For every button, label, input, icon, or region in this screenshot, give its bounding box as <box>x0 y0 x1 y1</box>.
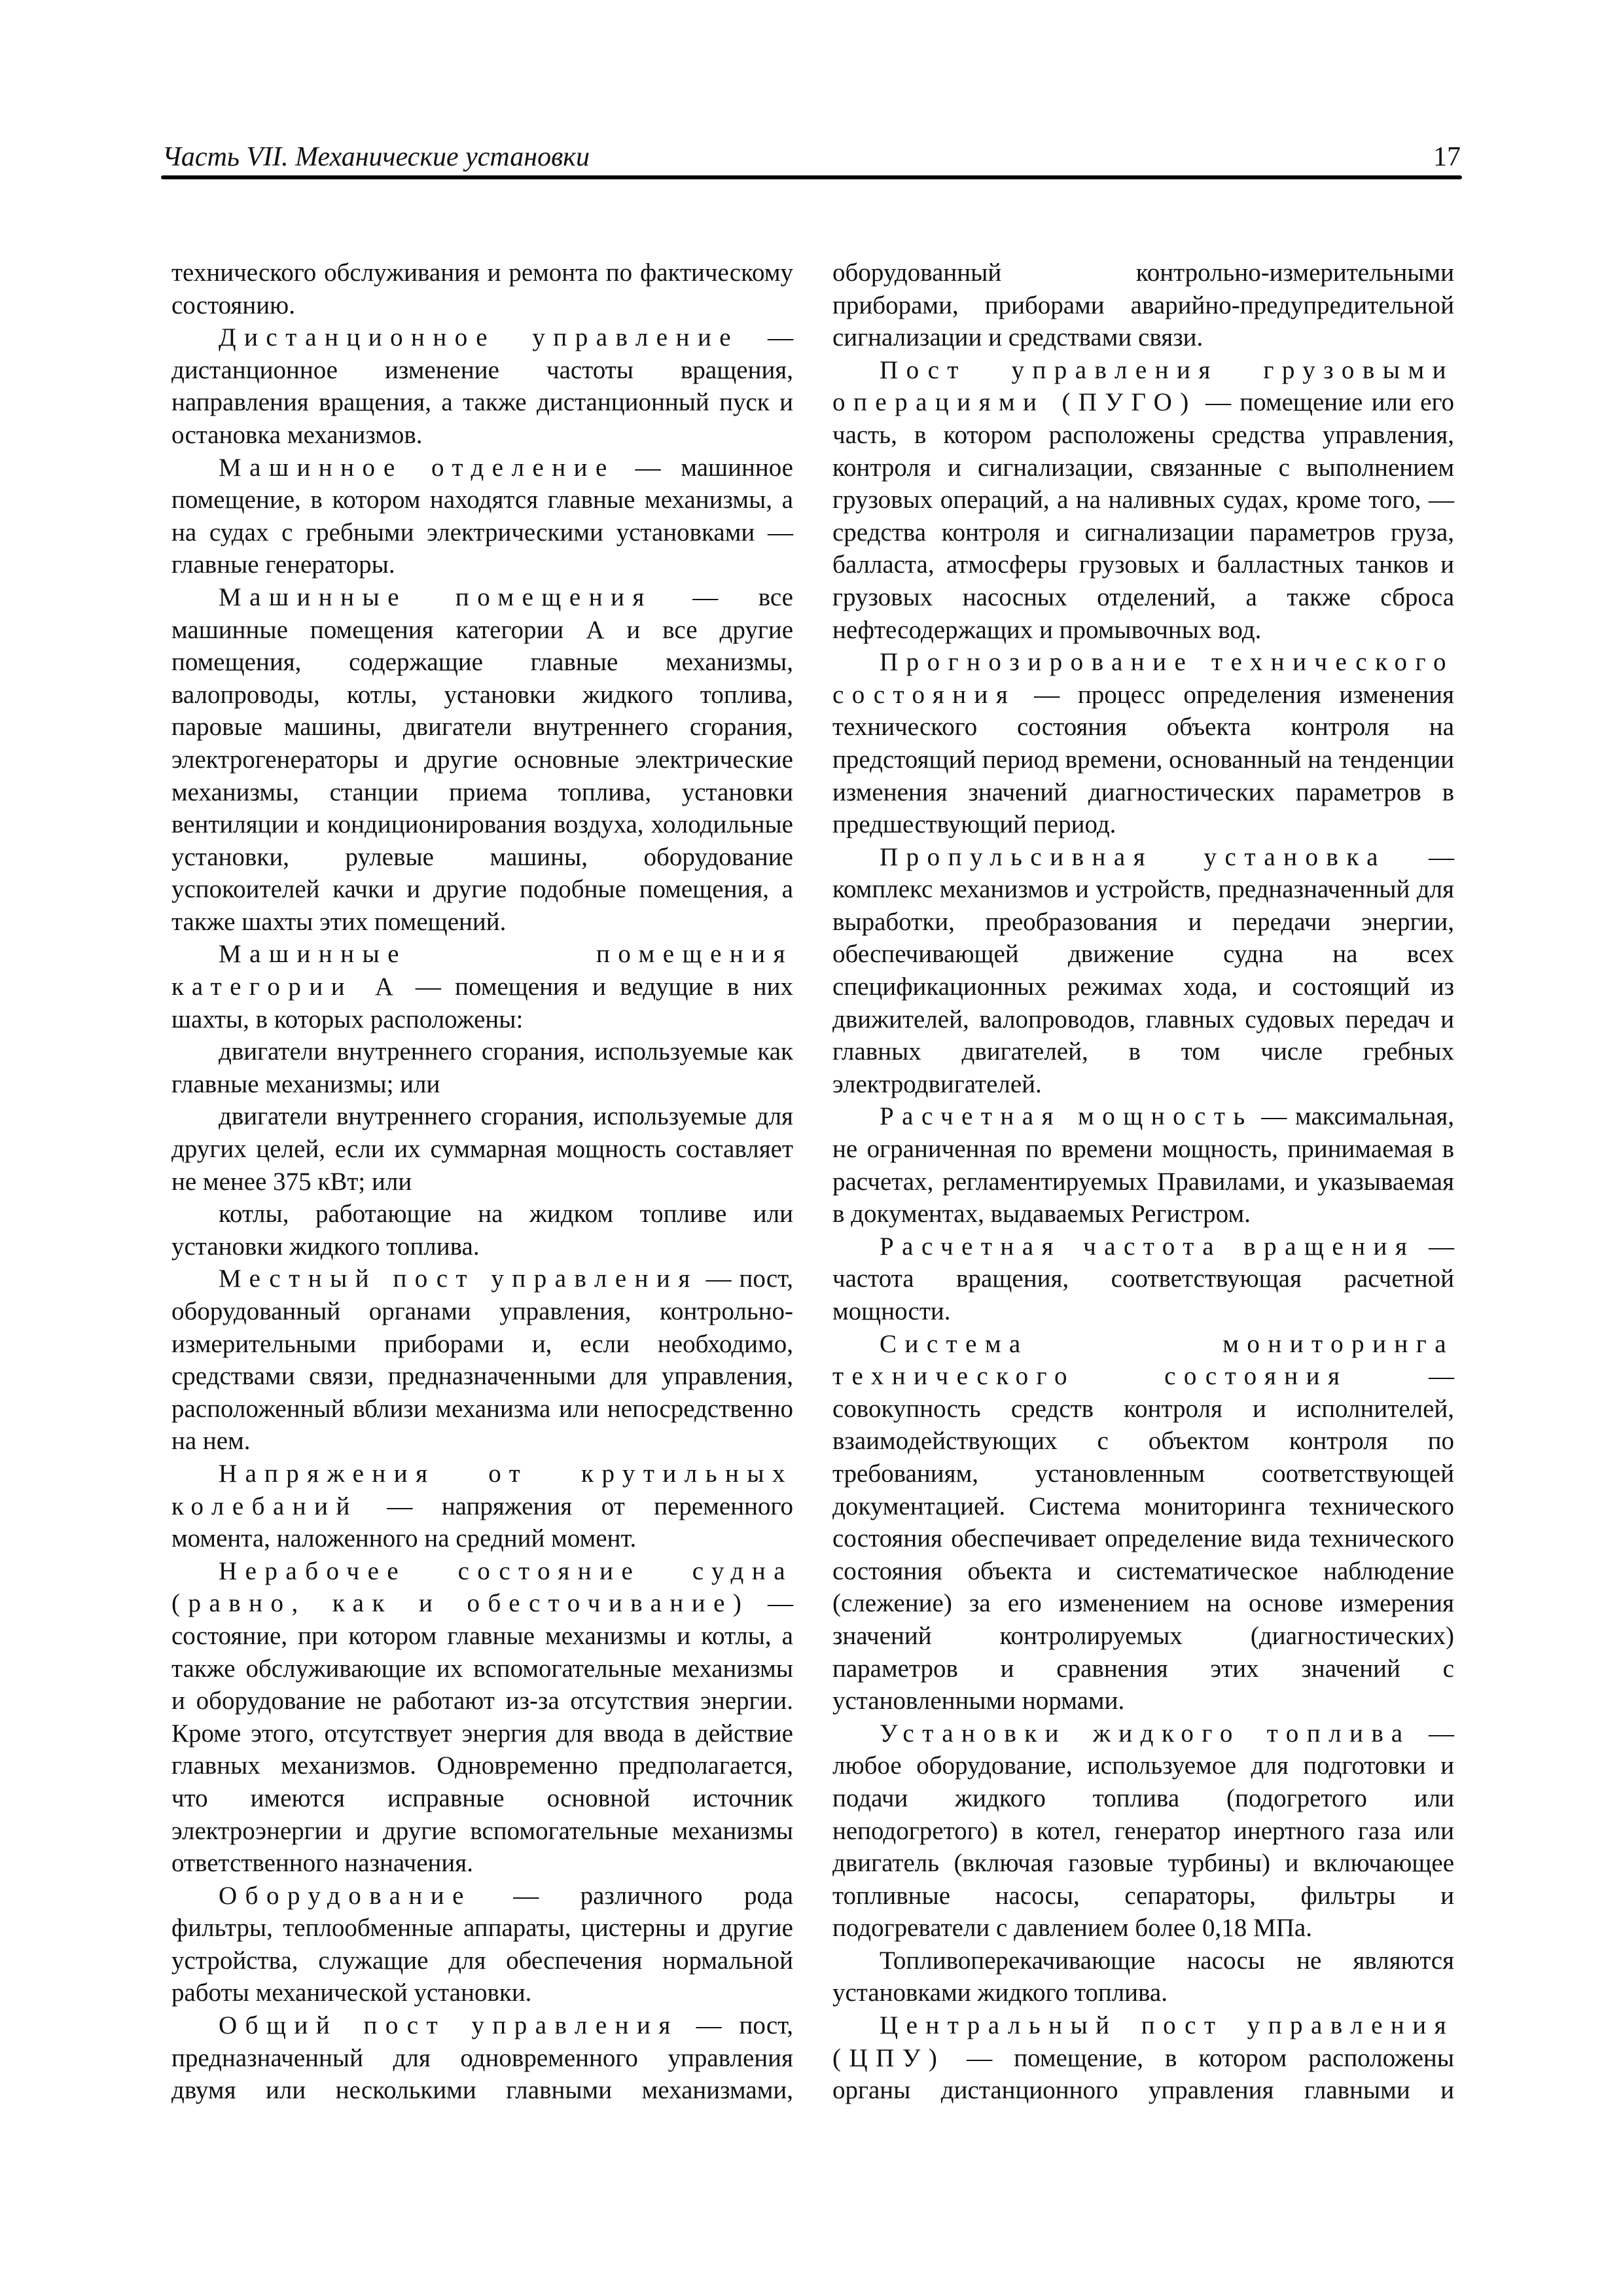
running-header <box>162 139 1461 178</box>
defined-term: Напряжения от крутильных колебаний <box>171 1459 793 1520</box>
definition-text: двигатели внутреннего сгорания, используемые как главные механизмы; или <box>171 1037 793 1098</box>
header-rule <box>161 175 1462 179</box>
definition-text: — максимальная, не ограниченная по времени мощность, принимаемая в расчетах, регламентируемых Правилами, и указываемая в документах, выдаваемых Регистром. <box>832 1102 1454 1229</box>
definition-paragraph <box>171 1458 793 1555</box>
definition-text: — помещения и ведущие в них шахты, в которых расположены: <box>171 973 793 1033</box>
left-column <box>171 257 793 2107</box>
definition-paragraph <box>171 1555 793 1880</box>
definition-text: Топливоперекачивающие насосы не являются установками жидкого топлива. <box>832 1946 1454 2007</box>
definition-paragraph <box>832 841 1454 1101</box>
defined-term: Расчетная частота вращения <box>880 1232 1416 1261</box>
defined-term: Дистанционное управление <box>219 323 740 352</box>
text-paragraph <box>171 257 793 321</box>
definition-paragraph <box>171 452 793 581</box>
definition-paragraph <box>171 1880 793 2009</box>
definition-text: — процесс определения изменения технического состояния объекта контроля на предстоящий период времени, основанный на тенденции изменения значений диагностических параметров в предшествующий период. <box>832 680 1454 839</box>
definition-text: технического обслуживания и ремонта по фактическому состоянию. <box>171 259 793 319</box>
definition-paragraph <box>171 2009 793 2107</box>
right-column <box>832 257 1454 2107</box>
definition-text: — различного рода фильтры, теплообменные аппараты, цистерны и другие устройства, служащие для обеспечения нормальной работы механической установки. <box>171 1881 793 2007</box>
definition-paragraph <box>171 938 793 1035</box>
definition-paragraph <box>171 321 793 451</box>
definition-paragraph <box>832 646 1454 841</box>
text-paragraph <box>171 1035 793 1100</box>
defined-term: Расчетная мощность <box>880 1102 1253 1131</box>
defined-term: Установки жидкого топлива <box>880 1719 1411 1748</box>
defined-term: Пропульсивная установка <box>880 842 1386 871</box>
definition-paragraph <box>832 1230 1454 1328</box>
defined-term: Оборудование <box>219 1881 472 1910</box>
definition-paragraph <box>832 1717 1454 1945</box>
definition-text: — частота вращения, соответствующая расчетной мощности. <box>832 1232 1455 1325</box>
defined-term: Система мониторинга технического состояния <box>832 1329 1454 1391</box>
definition-text: — состояние, при котором главные механизмы и котлы, а также обслуживающие их вспомогательные механизмы и оборудование не работают из-за отсутствия энергии. Кроме этого, отсутствует энергия для ввода в действие главных механизмов. Одновременно предполагается, что имеются исправные основной источник электроэнергии и другие вспомогательные механизмы ответственного назначения. <box>171 1589 793 1878</box>
defined-term: Общий пост управления <box>219 2011 679 2040</box>
definition-text: — помещение, в котором расположены органы дистанционного управления главными и <box>832 2043 1454 2105</box>
defined-term: Нерабочее состояние судна (равно, как и обесточивание) <box>171 1556 793 1618</box>
defined-term: Пост управления грузовыми операциями (ПУГО) <box>832 355 1454 417</box>
defined-term: Прогнозирование технического состояния <box>832 648 1454 709</box>
definition-text: двигатели внутреннего сгорания, используемые для других целей, если их суммарная мощность составляет не менее 375 кВт; или <box>171 1102 793 1196</box>
text-paragraph <box>832 257 1454 354</box>
definition-paragraph <box>171 1263 793 1458</box>
definition-text: — пост, оборудованный органами управления, контрольно-измерительными приборами и, если необходимо, средствами связи, предназначенными для управления, расположенный вблизи механизма или непосредственно на нем. <box>171 1265 793 1456</box>
definition-paragraph <box>832 2009 1454 2107</box>
defined-term: Машинные помещения категории А <box>171 940 793 1001</box>
defined-term: Машинное отделение <box>219 453 615 482</box>
definition-text: — совокупность средств контроля и исполнителей, взаимодействующих с объектом контроля по требованиям, установленным соответствующей документацией. Система мониторинга технического состояния обеспечивает определение вида технического состояния объекта и систематическое наблюдение (слежение) за его изменением на основе измерения значений контролируемых (диагностических) параметров и сравнения этих значений с установленными нормами. <box>832 1362 1454 1715</box>
definition-paragraph <box>832 1328 1454 1717</box>
definition-text: — комплекс механизмов и устройств, предназначенный для выработки, преобразования и передачи энергии, обеспечивающей движение судна на всех спецификационных режимах хода, и состоящий из движителей, валопроводов, главных судовых передач и главных двигателей, в том числе гребных электродвигателей. <box>832 842 1455 1098</box>
definition-text: — напряжения от переменного момента, наложенного на средний момент. <box>171 1492 793 1553</box>
definition-text: — пост, предназначенный для одновременного управления двумя или несколькими главными механизмами, <box>171 2011 794 2105</box>
defined-term: Центральный пост управления (ЦПУ) <box>832 2011 1454 2072</box>
running-header-title: Часть VII. Механические установки <box>162 142 590 172</box>
definition-text: оборудованный контрольно-измерительными приборами, приборами аварийно-предупредительной сигнализации и средствами связи. <box>832 259 1454 352</box>
definition-paragraph <box>171 581 793 939</box>
definition-text: — помещение или его часть, в котором расположены средства управления, контроля и сигнализации, связанные с выполнением грузовых операций, а на наливных судах, кроме того, — средства контроля и сигнализации параметров груза, балласта, атмосферы грузовых и балластных танков и грузовых насосных отделений, а также сброса нефтесодержащих и промывочных вод. <box>832 388 1454 644</box>
text-paragraph <box>832 1945 1454 2009</box>
definition-text: — дистанционное изменение частоты вращения, направления вращения, а также дистанционный пуск и остановка механизмов. <box>171 323 793 449</box>
defined-term: Машинные помещения <box>219 583 652 611</box>
definition-text: котлы, работающие на жидком топливе или установки жидкого топлива. <box>171 1200 793 1261</box>
defined-term: Местный пост управления <box>219 1265 698 1293</box>
page-number: 17 <box>1433 142 1461 172</box>
definition-text: — машинное помещение, в котором находятся главные механизмы, а на судах с гребными электрическими установками — главные генераторы. <box>171 453 793 579</box>
text-paragraph <box>171 1100 793 1198</box>
definition-paragraph <box>832 1100 1454 1230</box>
text-paragraph <box>171 1198 793 1263</box>
definition-text: — любое оборудование, используемое для подготовки и подачи жидкого топлива (подогретого или неподогретого) в котел, генератор инертного газа или двигатель (включая газовые турбины) и включающее топливные насосы, сепараторы, фильтры и подогреватели с давлением более 0,18 МПа. <box>832 1719 1454 1943</box>
definition-text: — все машинные помещения категории А и все другие помещения, содержащие главные механизмы, валопроводы, котлы, установки жидкого топлива, паровые машины, двигатели внутреннего сгорания, электрогенераторы и другие основные электрические механизмы, станции приема топлива, установки вентиляции и кондиционирования воздуха, холодильные установки, рулевые машины, оборудование успокоителей качки и другие подобные помещения, а также шахты этих помещений. <box>171 583 793 936</box>
definition-paragraph <box>832 354 1454 646</box>
